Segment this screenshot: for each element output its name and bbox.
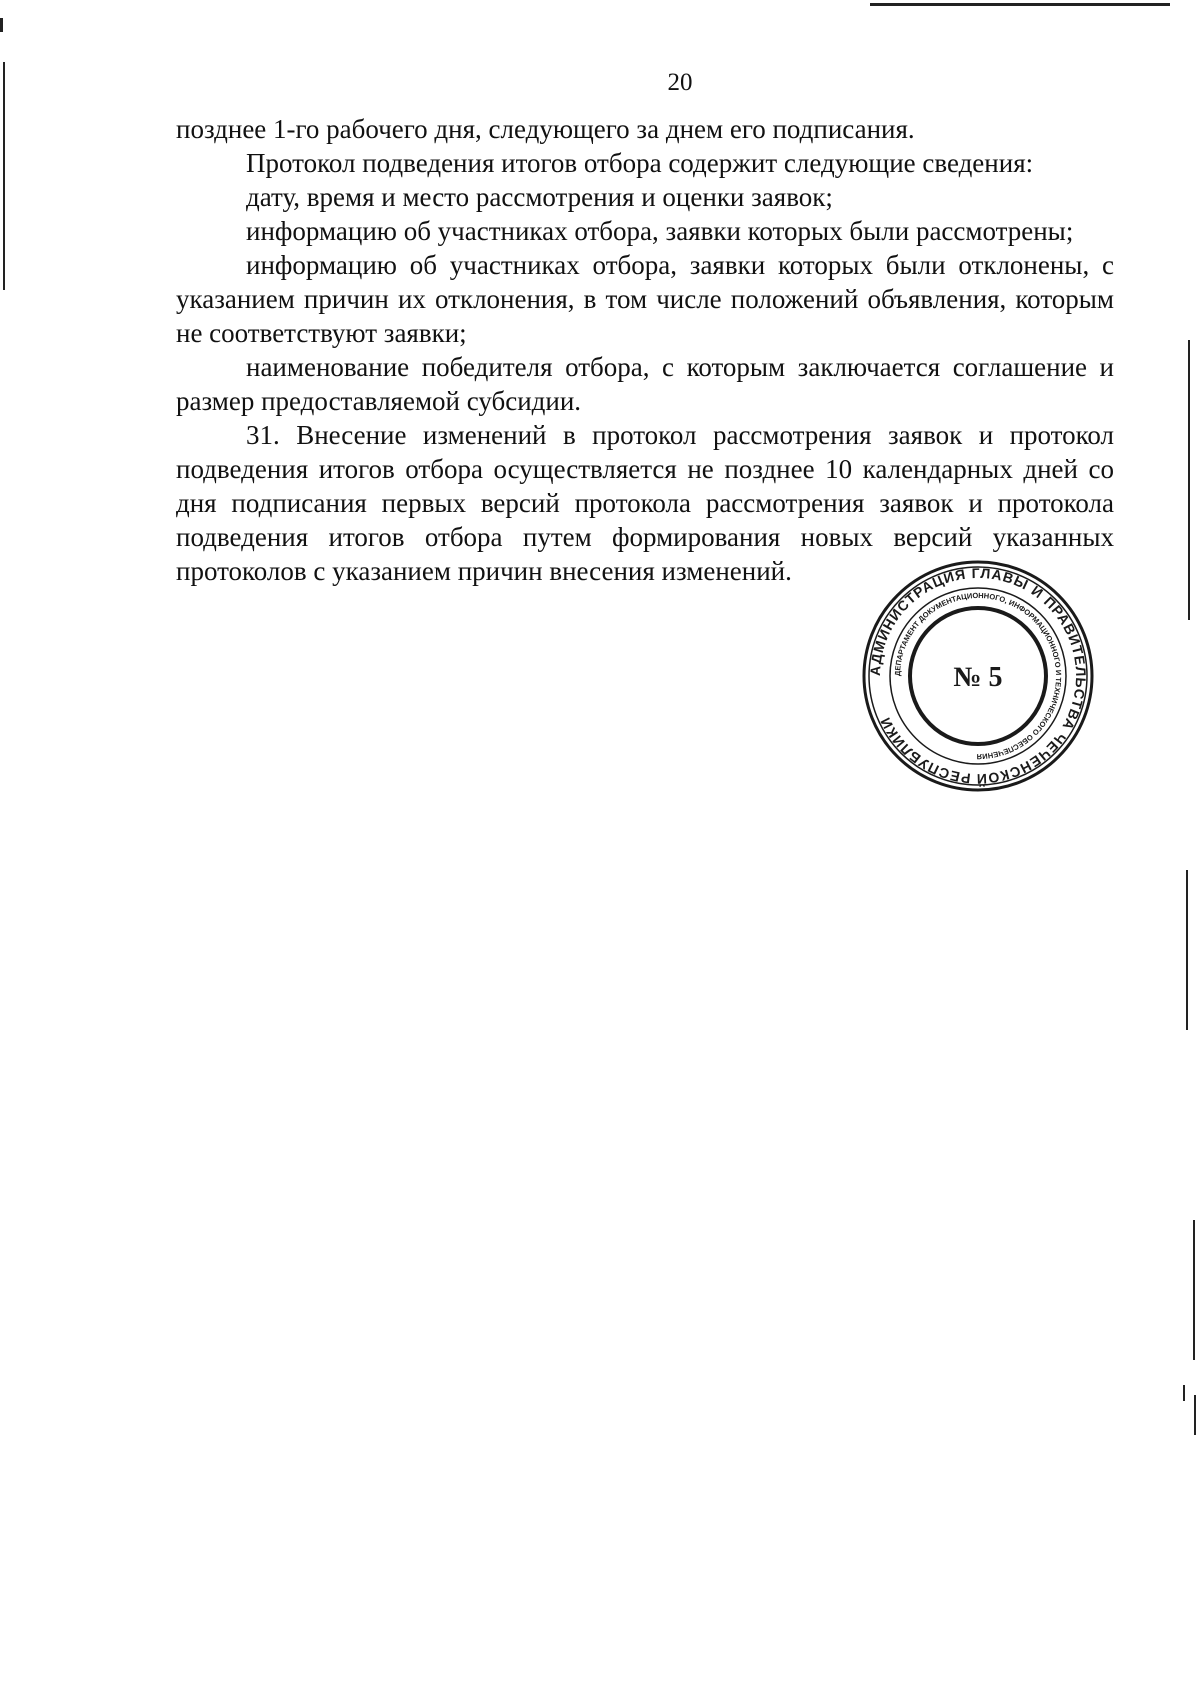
list-item-reviewed-participants: информацию об участниках отбора, заявки которых были рассмотрены; [246, 216, 1074, 246]
scan-edge-line-right-2 [1186, 870, 1188, 1030]
paragraph-clause-31: 31. Внесение изменений в протокол рассмотрения заявок и протокол подведения итогов отбора осуществляется не позднее 10 календарных дней со дня подписания первых версий протокола рассмотрения заявок и протокола подведения итогов отбора путем формирования новых версий указанных протоколов с указанием причин внесения изменений. [176, 420, 1114, 586]
document-body [176, 112, 1114, 588]
stamp-outer-text: АДМИНИСТРАЦИЯ ГЛАВЫ И ПРАВИТЕЛЬСТВА ЧЕЧЕНСКОЙ РЕСПУБЛИКИ [866, 564, 1090, 788]
scan-edge-mark-left [0, 18, 3, 32]
list-item-winner-subsidy: наименование победителя отбора, с которым заключается соглашение и размер предоставляемой субсидии. [176, 352, 1114, 416]
official-stamp-seal [858, 556, 1098, 796]
scan-edge-line-right-3 [1193, 1220, 1195, 1360]
paragraph-continuation: позднее 1-го рабочего дня, следующего за днем его подписания. [176, 114, 915, 144]
page-number: 20 [667, 69, 693, 96]
list-item-date-time-place: дату, время и место рассмотрения и оценки заявок; [246, 182, 833, 212]
stamp-number: № 5 [953, 662, 1003, 693]
scan-edge-line-right-4 [1194, 1395, 1196, 1435]
stamp-inner-text: ДЕПАРТАМЕНТ ДОКУМЕНТАЦИОННОГО, ИНФОРМАЦИОННОГО И ТЕХНИЧЕСКОГО ОБЕСПЕЧЕНИЯ [892, 590, 1064, 762]
list-item-rejected-participants: информацию об участниках отбора, заявки которых были отклонены, с указанием причин их отклонения, в том числе положений объявления, которым не соответствуют заявки; [176, 250, 1114, 348]
scan-edge-mark-right [1183, 1385, 1185, 1401]
paragraph-protocol-contents: Протокол подведения итогов отбора содержит следующие сведения: [246, 148, 1034, 178]
scan-edge-line-right-1 [1188, 340, 1190, 620]
scan-edge-line-top [870, 3, 1170, 6]
